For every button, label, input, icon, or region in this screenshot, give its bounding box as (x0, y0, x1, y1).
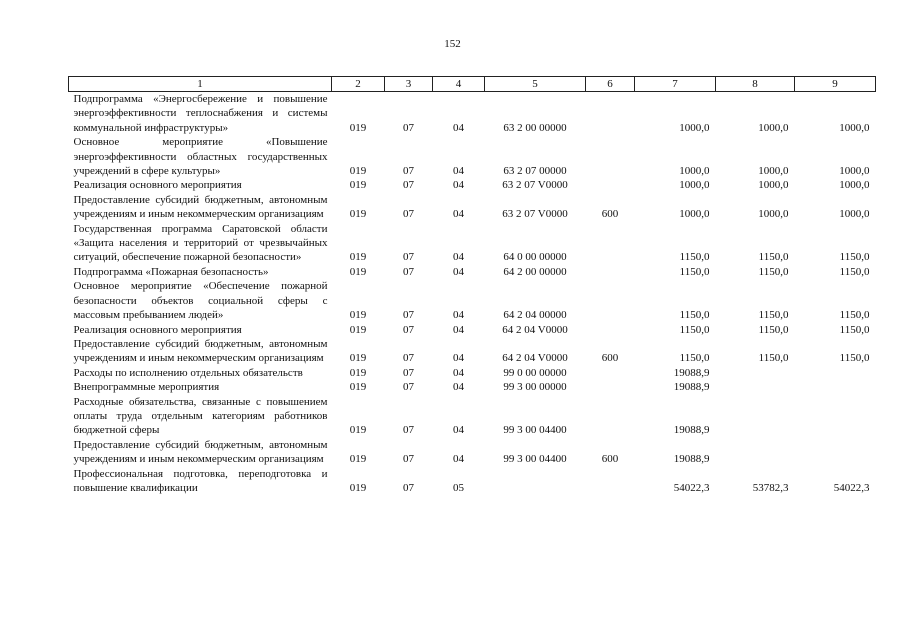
row-amount-2 (716, 395, 795, 438)
table-row (69, 178, 876, 192)
column-header-5: 5 (485, 77, 586, 92)
row-amount-1: 1000,0 (679, 121, 710, 134)
row-amount-3: 1000,0 (839, 179, 870, 192)
row-subsection-code: 04 (453, 323, 464, 336)
row-amount-2: 1150,0 (758, 265, 789, 278)
row-amount-2 (716, 366, 795, 380)
column-header-3: 3 (385, 77, 433, 92)
row-amount-2: 53782,3 (752, 481, 789, 494)
table-row (69, 265, 876, 279)
row-subsection-code: 04 (453, 251, 464, 264)
row-amount-3: 1000,0 (839, 165, 870, 178)
row-section-code: 07 (403, 481, 414, 494)
row-amount-1: 19088,9 (673, 366, 710, 379)
table-row (69, 222, 876, 265)
row-target-article (485, 467, 586, 496)
row-amount-3: 54022,3 (833, 481, 870, 494)
row-amount-1: 1000,0 (679, 208, 710, 221)
row-amount-1: 1150,0 (679, 265, 710, 278)
row-ministry-code: 019 (349, 366, 367, 379)
row-name: Профессиональная подготовка, переподготовка и повышение квалификации (73, 467, 328, 494)
column-header-6: 6 (586, 77, 635, 92)
row-subsection-code: 04 (453, 309, 464, 322)
row-subsection-code: 04 (453, 453, 464, 466)
row-amount-2: 1150,0 (758, 251, 789, 264)
table-row (69, 193, 876, 222)
row-amount-3: 1150,0 (839, 352, 870, 365)
row-target-article: 63 2 07 V0000 (502, 179, 568, 192)
row-amount-1: 19088,9 (673, 453, 710, 466)
row-name: Предоставление субсидий бюджетным, автономным учреждениям и иным некоммерческим организациям (73, 193, 328, 221)
row-amount-1: 1000,0 (679, 165, 710, 178)
row-expense-type (586, 467, 635, 496)
row-amount-3: 1000,0 (839, 121, 870, 134)
row-amount-3 (795, 395, 876, 438)
row-target-article: 64 2 04 V0000 (502, 323, 568, 336)
table-row (69, 438, 876, 467)
row-amount-3: 1150,0 (839, 323, 870, 336)
column-header-9: 9 (795, 77, 876, 92)
row-subsection-code: 04 (453, 179, 464, 192)
row-ministry-code: 019 (349, 251, 367, 264)
row-subsection-code: 04 (453, 381, 464, 394)
row-amount-3: 1000,0 (839, 208, 870, 221)
row-name: Внепрограммные мероприятия (73, 381, 220, 394)
row-amount-1: 1150,0 (679, 309, 710, 322)
column-header-1: 1 (69, 77, 332, 92)
row-section-code: 07 (403, 453, 414, 466)
row-target-article: 99 0 00 00000 (503, 366, 567, 379)
row-amount-1: 1000,0 (679, 179, 710, 192)
row-subsection-code: 04 (453, 352, 464, 365)
row-amount-3: 1150,0 (839, 265, 870, 278)
row-amount-1: 19088,9 (673, 424, 710, 437)
row-target-article: 99 3 00 04400 (503, 453, 567, 466)
row-target-article: 63 2 07 00000 (503, 165, 567, 178)
row-name: Основное мероприятие «Повышение энергоэффективности областных государственных учреждений в сфере культуры» (73, 136, 328, 178)
row-target-article: 64 2 04 V0000 (502, 352, 568, 365)
row-target-article: 63 2 07 V0000 (502, 208, 568, 221)
row-name: Реализация основного мероприятия (73, 323, 242, 336)
row-expense-type (586, 279, 635, 322)
row-amount-1: 1150,0 (679, 352, 710, 365)
table-row (69, 337, 876, 366)
row-section-code: 07 (403, 121, 414, 134)
row-section-code: 07 (403, 352, 414, 365)
row-name: Государственная программа Саратовской области «Защита населения и территорий от чрезвычайных ситуаций, обеспечение пожарной безопасности» (73, 222, 328, 264)
row-expense-type (586, 366, 635, 380)
row-subsection-code: 04 (453, 265, 464, 278)
row-section-code: 07 (403, 309, 414, 322)
row-section-code: 07 (403, 179, 414, 192)
row-subsection-code: 04 (453, 366, 464, 379)
row-name: Предоставление субсидий бюджетным, автономным учреждениям и иным некоммерческим организациям (73, 438, 328, 466)
row-subsection-code: 04 (453, 165, 464, 178)
row-name: Основное мероприятие «Обеспечение пожарной безопасности объектов социальной сферы с массовым пребыванием людей» (73, 280, 328, 322)
row-amount-1: 19088,9 (673, 381, 710, 394)
row-expense-type (586, 323, 635, 337)
table-row (69, 323, 876, 337)
row-subsection-code: 05 (453, 481, 464, 494)
row-target-article: 64 2 04 00000 (503, 309, 567, 322)
row-ministry-code: 019 (349, 121, 367, 134)
row-expense-type (586, 178, 635, 192)
column-header-2: 2 (332, 77, 385, 92)
table-row (69, 380, 876, 394)
row-ministry-code: 019 (349, 481, 367, 494)
row-section-code: 07 (403, 251, 414, 264)
row-ministry-code: 019 (349, 208, 367, 221)
row-name: Подпрограмма «Пожарная безопасность» (73, 265, 269, 278)
row-amount-3 (795, 366, 876, 380)
row-amount-2: 1000,0 (758, 179, 789, 192)
header-row (69, 77, 876, 92)
row-section-code: 07 (403, 424, 414, 437)
row-ministry-code: 019 (349, 453, 367, 466)
row-subsection-code: 04 (453, 424, 464, 437)
page-number: 152 (444, 38, 461, 50)
row-target-article: 64 2 00 00000 (503, 265, 567, 278)
row-ministry-code: 019 (349, 309, 367, 322)
row-ministry-code: 019 (349, 265, 367, 278)
table-row (69, 135, 876, 178)
column-header-7: 7 (635, 77, 716, 92)
row-expense-type (586, 135, 635, 178)
row-target-article: 99 3 00 04400 (503, 424, 567, 437)
table-row (69, 92, 876, 136)
row-expense-type: 600 (601, 352, 619, 365)
row-name: Предоставление субсидий бюджетным, автономным учреждениям и иным некоммерческим организациям (73, 337, 328, 365)
row-ministry-code: 019 (349, 381, 367, 394)
row-amount-2: 1150,0 (758, 309, 789, 322)
row-amount-2: 1000,0 (758, 165, 789, 178)
row-amount-2 (716, 380, 795, 394)
table-row (69, 467, 876, 496)
row-amount-3: 1150,0 (839, 309, 870, 322)
row-section-code: 07 (403, 265, 414, 278)
row-ministry-code: 019 (349, 352, 367, 365)
row-section-code: 07 (403, 165, 414, 178)
table-row (69, 366, 876, 380)
row-ministry-code: 019 (349, 165, 367, 178)
row-name: Подпрограмма «Энергосбережение и повышение энергоэффективности теплоснабжения и системы коммунальной инфраструктуры» (73, 93, 328, 134)
row-ministry-code: 019 (349, 323, 367, 336)
row-amount-2: 1150,0 (758, 352, 789, 365)
budget-table (68, 76, 876, 495)
row-expense-type: 600 (601, 208, 619, 221)
row-ministry-code: 019 (349, 424, 367, 437)
column-header-8: 8 (716, 77, 795, 92)
row-expense-type (586, 395, 635, 438)
table-row (69, 395, 876, 438)
row-ministry-code: 019 (349, 179, 367, 192)
row-expense-type (586, 265, 635, 279)
row-name: Расходы по исполнению отдельных обязательств (73, 366, 303, 379)
row-subsection-code: 04 (453, 121, 464, 134)
row-target-article: 99 3 00 00000 (503, 381, 567, 394)
row-section-code: 07 (403, 323, 414, 336)
row-amount-2: 1150,0 (758, 323, 789, 336)
column-header-4: 4 (433, 77, 485, 92)
row-subsection-code: 04 (453, 208, 464, 221)
row-section-code: 07 (403, 381, 414, 394)
row-target-article: 63 2 00 00000 (503, 121, 567, 134)
row-amount-3 (795, 380, 876, 394)
row-name: Реализация основного мероприятия (73, 179, 242, 192)
row-expense-type: 600 (601, 453, 619, 466)
row-amount-1: 1150,0 (679, 251, 710, 264)
row-amount-3 (795, 438, 876, 467)
row-amount-1: 1150,0 (679, 323, 710, 336)
row-section-code: 07 (403, 208, 414, 221)
row-expense-type (586, 380, 635, 394)
row-expense-type (586, 92, 635, 136)
row-amount-2: 1000,0 (758, 121, 789, 134)
table-row (69, 279, 876, 322)
row-name: Расходные обязательства, связанные с повышением оплаты труда отдельным категориям работников бюджетной сферы (73, 395, 328, 437)
row-amount-2: 1000,0 (758, 208, 789, 221)
row-amount-2 (716, 438, 795, 467)
row-amount-3: 1150,0 (839, 251, 870, 264)
row-section-code: 07 (403, 366, 414, 379)
row-amount-1: 54022,3 (673, 481, 710, 494)
row-expense-type (586, 222, 635, 265)
row-target-article: 64 0 00 00000 (503, 251, 567, 264)
